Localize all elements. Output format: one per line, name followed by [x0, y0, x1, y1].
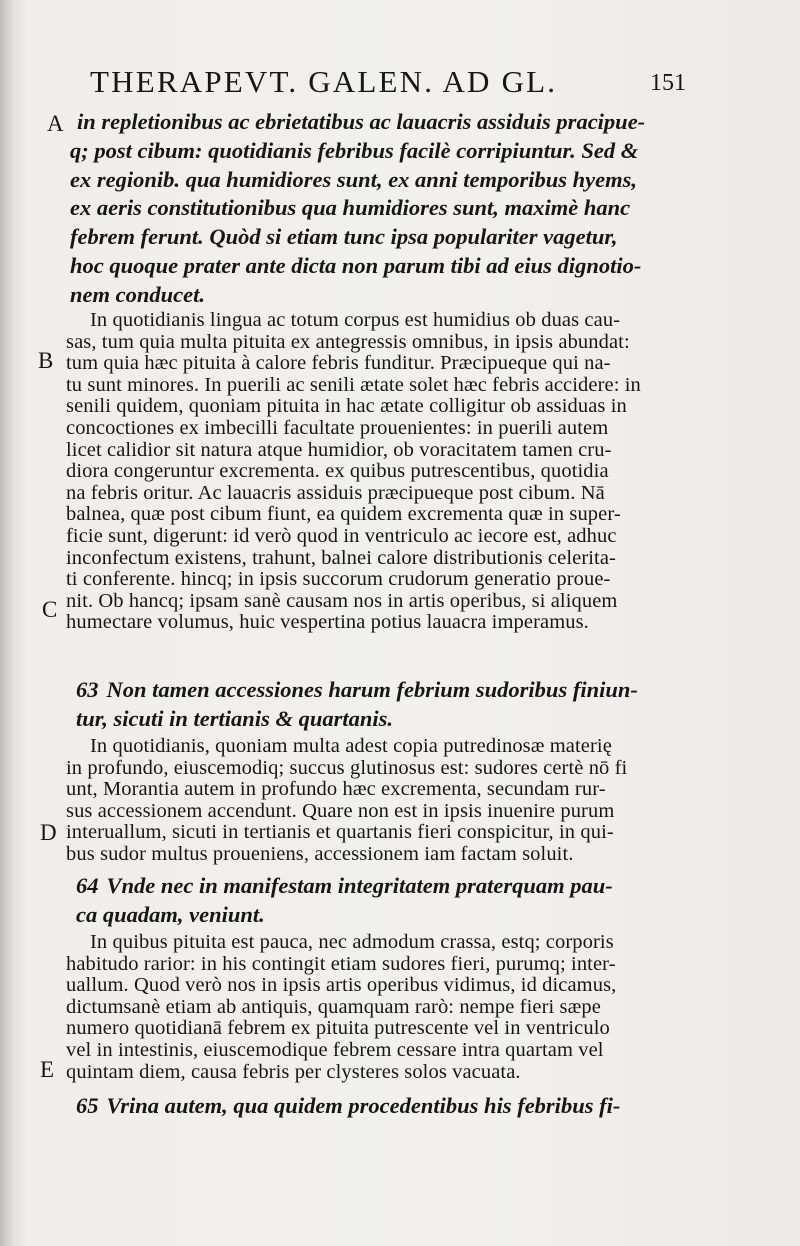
margin-letter-e: E: [40, 1057, 55, 1082]
text-line: interuallum, sicuti in tertianis et quartanis fieri conspicitur, in qui-: [66, 822, 614, 844]
text-line: q; post cibum: quotidianis febribus facilè corripiuntur. Sed &: [70, 137, 639, 163]
text-line: licet calidior sit natura atque humidior, ob voracitatem tamen cru-: [66, 439, 612, 461]
text-line: dictumsanè etiam ab antiquis, quamquam rarò: nempe fieri sæpe: [66, 996, 601, 1018]
text-line: diora congeruntur excrementa. ex quibus putrescentibus, quotidia: [66, 461, 609, 483]
text-line: nit. Ob hancq; ipsam sanè causam nos in artis operibus, si aliquem: [66, 590, 618, 612]
text-line: hoc quoque prater ante dicta non parum tibi ad eius dignotio-: [70, 252, 642, 278]
running-header: [90, 64, 710, 104]
text-line: In quotidianis, quoniam multa adest copia putredinosæ materię: [90, 736, 612, 757]
text-line: senili quidem, quoniam pituita in hac ætate colligitur ob assiduas in: [66, 396, 627, 418]
page-gutter-shadow: [0, 0, 14, 1246]
text-line: habitudo rarior: in his contingit etiam sudores fieri, purumq; inter-: [66, 953, 616, 975]
commentary-paragraph: [66, 932, 694, 1083]
aphorism-number: 63: [76, 677, 99, 702]
text-line: quintam diem, causa febris per clysteres solos vacuata.: [66, 1061, 521, 1083]
italic-aphorism-63: [66, 676, 694, 734]
text-line: ficie sunt, digerunt: id verò quod in ventriculo ac iecore est, adhuc: [66, 525, 617, 547]
text-line: In quotidianis lingua ac totum corpus est humidius ob duas cau-: [90, 310, 621, 331]
text-line: unt, Morantia autem in profundo hæc excrementa, secundam rur-: [66, 779, 606, 801]
margin-letter-a: A: [47, 111, 64, 136]
aphorism-text: Vrina autem, qua quidem procedentibus his febribus fi-: [106, 1093, 621, 1118]
text-line: vel in intestinis, eiuscemodique febrem cessare intra quartam vel: [66, 1039, 604, 1061]
text-line: in repletionibus ac ebrietatibus ac lauacris assiduis pracipue-: [77, 109, 646, 134]
text-line: humectare volumus, huic vespertina potius lauacra imperamus.: [66, 612, 589, 634]
text-line: febrem ferunt. Quòd si etiam tunc ipsa populariter vagetur,: [70, 224, 618, 250]
text-line: tum quia hæc pituita à calore febris funditur. Præcipueque qui na-: [66, 353, 611, 375]
text-line: ex regionib. qua humidiores sunt, ex anni temporibus hyems,: [70, 166, 637, 192]
text-line: ti conferente. hincq; in ipsis succorum crudorum generatio proue-: [66, 569, 611, 591]
text-line: sus accessionem accendunt. Quare non est in ipsis inuenire purum: [66, 800, 615, 822]
text-line: tur, sicuti in tertianis & quartanis.: [76, 705, 393, 731]
commentary-paragraph: [66, 736, 694, 866]
italic-paragraph: [66, 108, 694, 310]
text-line: sas, tum quia multa pituita ex antegressis omnibus, in ipsis abundat:: [66, 331, 630, 353]
aphorism-text: Vnde nec in manifestam integritatem praterquam pau-: [106, 873, 613, 898]
text-line: ex aeris constitutionibus qua humidiores sunt, maximè hanc: [70, 195, 631, 221]
running-title: THERAPEVT. GALEN. AD GL.: [90, 64, 558, 99]
text-line: tu sunt minores. In puerili ac senili ætate solet hæc febris accidere: in: [66, 374, 641, 396]
text-line: inconfectum existens, trahunt, balnei calore distributionis celerita-: [66, 547, 616, 569]
margin-letter-b: B: [38, 348, 54, 373]
text-line: ca quadam, veniunt.: [76, 901, 265, 927]
text-line: uallum. Quod verò nos in ipsis artis operibus vidimus, id dicamus,: [66, 975, 617, 997]
text-line: bus sudor multus proueniens, accessionem iam factam soluit.: [66, 843, 574, 865]
aphorism-number: 65: [76, 1093, 99, 1118]
italic-aphorism-64: [66, 872, 694, 930]
commentary-paragraph: [66, 310, 694, 634]
text-line: nem conducet.: [70, 281, 205, 307]
text-line: balnea, quæ post cibum fiunt, ea quidem excrementa quæ in super-: [66, 504, 621, 526]
aphorism-text: Non tamen accessiones harum febrium sudoribus finiun-: [106, 677, 638, 702]
text-line: [66, 676, 694, 705]
text-line: [66, 872, 694, 901]
margin-letter-c: C: [42, 597, 58, 622]
page-number: 151: [650, 70, 686, 96]
text-line: [66, 1092, 694, 1121]
text-line: numero quotidianā febrem ex pituita putrescente vel in ventriculo: [66, 1018, 610, 1040]
text-line: na febris oritur. Ac lauacris assiduis præcipueque post cibum. Nā: [66, 482, 605, 504]
italic-aphorism-65: [66, 1092, 694, 1121]
text-line: in profundo, eiuscemodiq; succus glutinosus est: sudores certè nō fi: [66, 757, 628, 779]
text-line: concoctiones ex imbecilli facultate prouenientes: in puerili autem: [66, 417, 609, 439]
text-line: In quibus pituita est pauca, nec admodum crassa, estq; corporis: [90, 932, 614, 953]
margin-letter-d: D: [40, 820, 57, 845]
aphorism-number: 64: [76, 873, 99, 898]
